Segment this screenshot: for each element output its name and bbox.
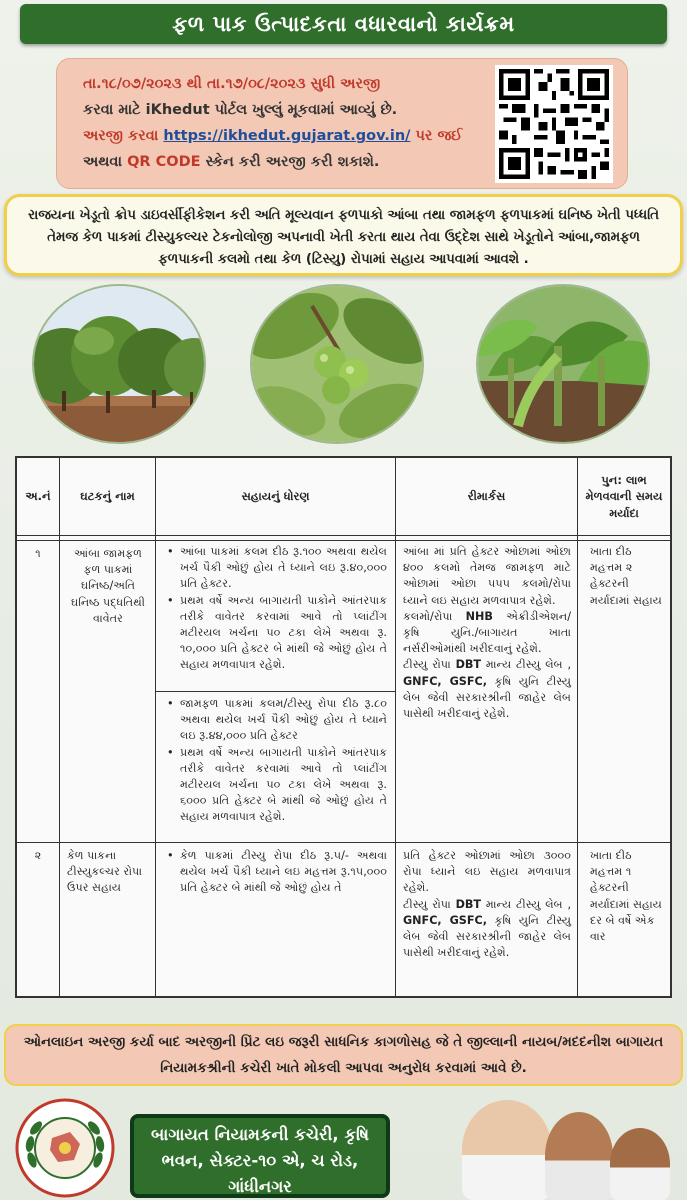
notice-go-label: પર જઈ bbox=[410, 128, 463, 144]
norm-item: • પ્રથમ વર્ષે અન્ય બાગાયતી પાકોને આંતરપાક તરીકે વાવેતર કરવામાં આવે તો પ્લાંટીંગ મટીરયલ ખર્ચના ૫૦ ટકા લેખે અથવા રૂ. ૬૦૦૦ પ્રતિ હેક્ટર બે માંથી જે ઓછું હોય તે સહાય મળવાપાત્ર રહેશે. bbox=[167, 745, 387, 826]
notice-text bbox=[83, 71, 503, 175]
row1-norms-mango bbox=[167, 544, 387, 674]
header-time-limit: પુન: લાભ મેળવવાની સમય મર્યાદા bbox=[585, 473, 663, 520]
horticulture-department-logo bbox=[14, 1098, 116, 1198]
notice-line-dates: તા.૧૮/૦૭/૨૦૨૩ થી તા.૧૭/૦૮/૨૦૨૩ સુધી અરજી bbox=[83, 76, 381, 92]
remark-part: ટીસ્યુ રોપા bbox=[403, 897, 456, 911]
guava-fruit-image bbox=[252, 286, 424, 444]
ikhedut-link[interactable]: https://ikhedut.gujarat.gov.in/ bbox=[163, 128, 411, 144]
official-photo-3 bbox=[610, 1128, 670, 1200]
row1-remarks bbox=[403, 544, 571, 722]
intro-paragraph: રાજયના ખેડૂતો ક્રોપ ડાઇવર્સીફીકેશન કરી અતિ મૂલ્યવાન ફળપાકો આંબા તથા જામફળ ફળપાકમાં ઘનિષ્ઠ ખેતી પધ્ધતિ તેમજ કેળ પાકમાં ટીસ્યુકલ્ચર ટેકનોલોજી અપનાવી ખેતી કરતા થાય તેવા ઉદ્દેશ સાથે ખેડૂતોને આંબા,જામફળ ફળપાકની કલમો તથા કેળ (ટિસ્યુ) રોપામાં સહાય આપવામાં આવશે . bbox=[4, 194, 683, 276]
row2-serial: ૨ bbox=[34, 849, 42, 862]
submission-instruction: ઓનલાઇન અરજી કર્યા બાદ અરજીની પ્રિંટ લઇ જરૂરી સાધનિક કાગળોસહ જે તે જીલ્લાની નાયબ/મદદનીશ બાગાયત નિયામકશ્રીની કચેરી ખાતે મોકલી આપવા અનુરોધ કરવામાં આવે છે. bbox=[4, 1024, 683, 1086]
notice-line-link bbox=[83, 123, 503, 149]
notice-line-portal: કરવા માટે iKhedut પોર્ટલ ખુલ્લું મૂકવામાં આવ્યું છે. bbox=[83, 102, 398, 118]
remark-bold: NHB bbox=[465, 609, 493, 623]
remark-part: ટીસ્યુ રોપા bbox=[403, 658, 456, 672]
remark-text bbox=[403, 897, 571, 962]
official-photo-1 bbox=[462, 1100, 552, 1200]
norm-item: • કેળ પાકમાં ટીસ્યુ રોપા દીઠ રૂ.૫/- અથવા થયેલ ખર્ચ પૈકી ધ્યાને લઇ મહત્તમ રૂ.૧૫,૦૦૦ પ્રતિ હેક્ટર બે માંથી જે ઓછું હોય તે bbox=[167, 848, 387, 897]
row1-serial: ૧ bbox=[35, 547, 41, 560]
qr-code[interactable] bbox=[495, 65, 613, 183]
notice-apply-label: અરજી કરવા bbox=[83, 128, 164, 144]
norm-item: • આંબા પાકમાં કલમ દીઠ રૂ.૧૦૦ અથવા થયેલ ખર્ચ પૈકી ઓછું હોય તે ધ્યાને લઇ રૂ.૪૦,૦૦૦ પ્રતિ હેક્ટર. bbox=[167, 544, 387, 593]
remark-text bbox=[403, 657, 571, 722]
row1-time-limit: ખાતા દીઠ મહત્તમ ૨ હેક્ટરની મર્યાદામાં સહાય bbox=[590, 545, 662, 607]
row2-component-name: કેળ પાકના ટીસ્યુકલ્ચર રોપા ઉપર સહાય bbox=[67, 849, 142, 895]
office-address-box bbox=[130, 1114, 390, 1198]
header-component-name: ઘટકનું નામ bbox=[80, 489, 135, 504]
remark-part: કૃષિ યુનિ ટીસ્યુ લેબ જેવી સરકારશ્રીની જાહેર લેબ પાસેથી ખરીદવાનું રહેશે. bbox=[403, 913, 571, 960]
remark-bold: GNFC, GSFC, bbox=[403, 913, 487, 927]
header-serial: અ.નં bbox=[25, 489, 51, 504]
qr-code-label: QR CODE bbox=[127, 154, 201, 170]
title-banner bbox=[20, 4, 667, 44]
remark-part: માન્ય ટીસ્યુ લેબ , bbox=[481, 897, 571, 911]
remark-text: પ્રતિ હેક્ટર ઓછામાં ઓછા ૩૦૦૦ રોપા ધ્યાને લઇ સહાય મળવાપાત્ર રહેશે. bbox=[403, 849, 571, 895]
remark-text bbox=[403, 609, 571, 658]
header-remarks: રીમાર્કસ bbox=[467, 489, 506, 504]
office-address-line1: બાગાયત નિયામકની કચેરી, કૃષિ bbox=[151, 1125, 369, 1144]
banana-plantation-image bbox=[478, 286, 650, 444]
header-assistance-norms: સહાયનું ધોરણ bbox=[241, 489, 310, 504]
office-address-line3: ગાંધીનગર bbox=[228, 1177, 292, 1196]
row2-time-limit: ખાતા દીઠ મહત્તમ ૧ હેક્ટરની મર્યાદામાં સહાય દર બે વર્ષે એક વાર bbox=[590, 849, 662, 944]
qr-code-graphic bbox=[499, 69, 609, 179]
mango-orchard-photo bbox=[32, 284, 206, 444]
remark-text: આંબા માં પ્રતિ હેક્ટર ઓછામાં ઓછા ૪૦૦ કલમો તેમજ જામફળ માટે ઓછામાં ઓછા ૫૫૫ કલમો/રોપા ધ્યાને લઇ સહાય મળવાપાત્ર રહેશે. bbox=[403, 545, 571, 607]
notice-scan-label: સ્કેન કરી અરજી કરી શકાશે. bbox=[200, 154, 380, 170]
row2-remarks bbox=[403, 848, 571, 961]
norm-item: • જામફળ પાકમાં કલમ/ટીસ્યુ રોપા દીઠ રૂ.૮૦ અથવા થયેલ ખર્ચ પૈકી ઓછું હોય તે ધ્યાને લઇ રૂ.૪૪,૦૦૦ પ્રતિ હેક્ટર bbox=[167, 696, 387, 745]
row1-component-name: આંબા જામફળ ફળ પાકમાં ઘનિષ્ઠ/અતિ ઘનિષ્ઠ પદ્ધતિથી વાવેતર bbox=[71, 547, 145, 625]
logo-emblem-icon bbox=[14, 1098, 116, 1198]
page-title: ફળ પાક ઉત્પાદકતા વધારવાનો કાર્યક્રમ bbox=[172, 11, 515, 36]
remark-part: માન્ય ટીસ્યુ લેબ , bbox=[481, 658, 571, 672]
remark-part: કૃષિ યુનિ ટીસ્યુ લેબ જેવી સરકારશ્રીની જાહેર લેબ પાસેથી ખરીદવાનું રહેશે. bbox=[403, 674, 571, 721]
notice-line-qr bbox=[83, 149, 503, 175]
remark-part: કલમો/રોપા bbox=[403, 609, 466, 623]
official-photo-2 bbox=[545, 1112, 613, 1200]
application-notice-box bbox=[56, 58, 628, 189]
mango-orchard-image bbox=[34, 286, 206, 444]
notice-or-label: અથવા bbox=[83, 154, 128, 170]
row2-norms-banana bbox=[167, 848, 387, 897]
row1-norms-guava bbox=[167, 696, 387, 826]
norm-item: • પ્રથમ વર્ષે અન્ય બાગાયતી પાકોને આંતરપાક તરીકે વાવેતર કરવામાં આવે તો પ્લાંટીંગ મટીરયલ ખર્ચના ૫૦ ટકા લેખે અથવા રૂ. ૧૦,૦૦૦ પ્રતિ હેક્ટર બે માંથી જે ઓછું હોય તે સહાય મળવાપાત્ર રહેશે. bbox=[167, 593, 387, 674]
office-address-line2: ભવન, સેક્ટર-૧૦ એ, ચ રોડ, bbox=[161, 1151, 359, 1170]
remark-part: એક્રીડીએશન/ કૃષિ યુનિ./બાગાયત ખાતા નર્સરીઓમાંથી ખરીદવાનું રહેશે. bbox=[403, 609, 571, 656]
remark-bold: DBT bbox=[455, 897, 482, 911]
guava-fruit-photo bbox=[250, 284, 424, 444]
remark-bold: GNFC, GSFC, bbox=[403, 674, 487, 688]
subsidy-table bbox=[15, 456, 672, 998]
banana-plantation-photo bbox=[476, 284, 650, 444]
remark-bold: DBT bbox=[455, 658, 482, 672]
